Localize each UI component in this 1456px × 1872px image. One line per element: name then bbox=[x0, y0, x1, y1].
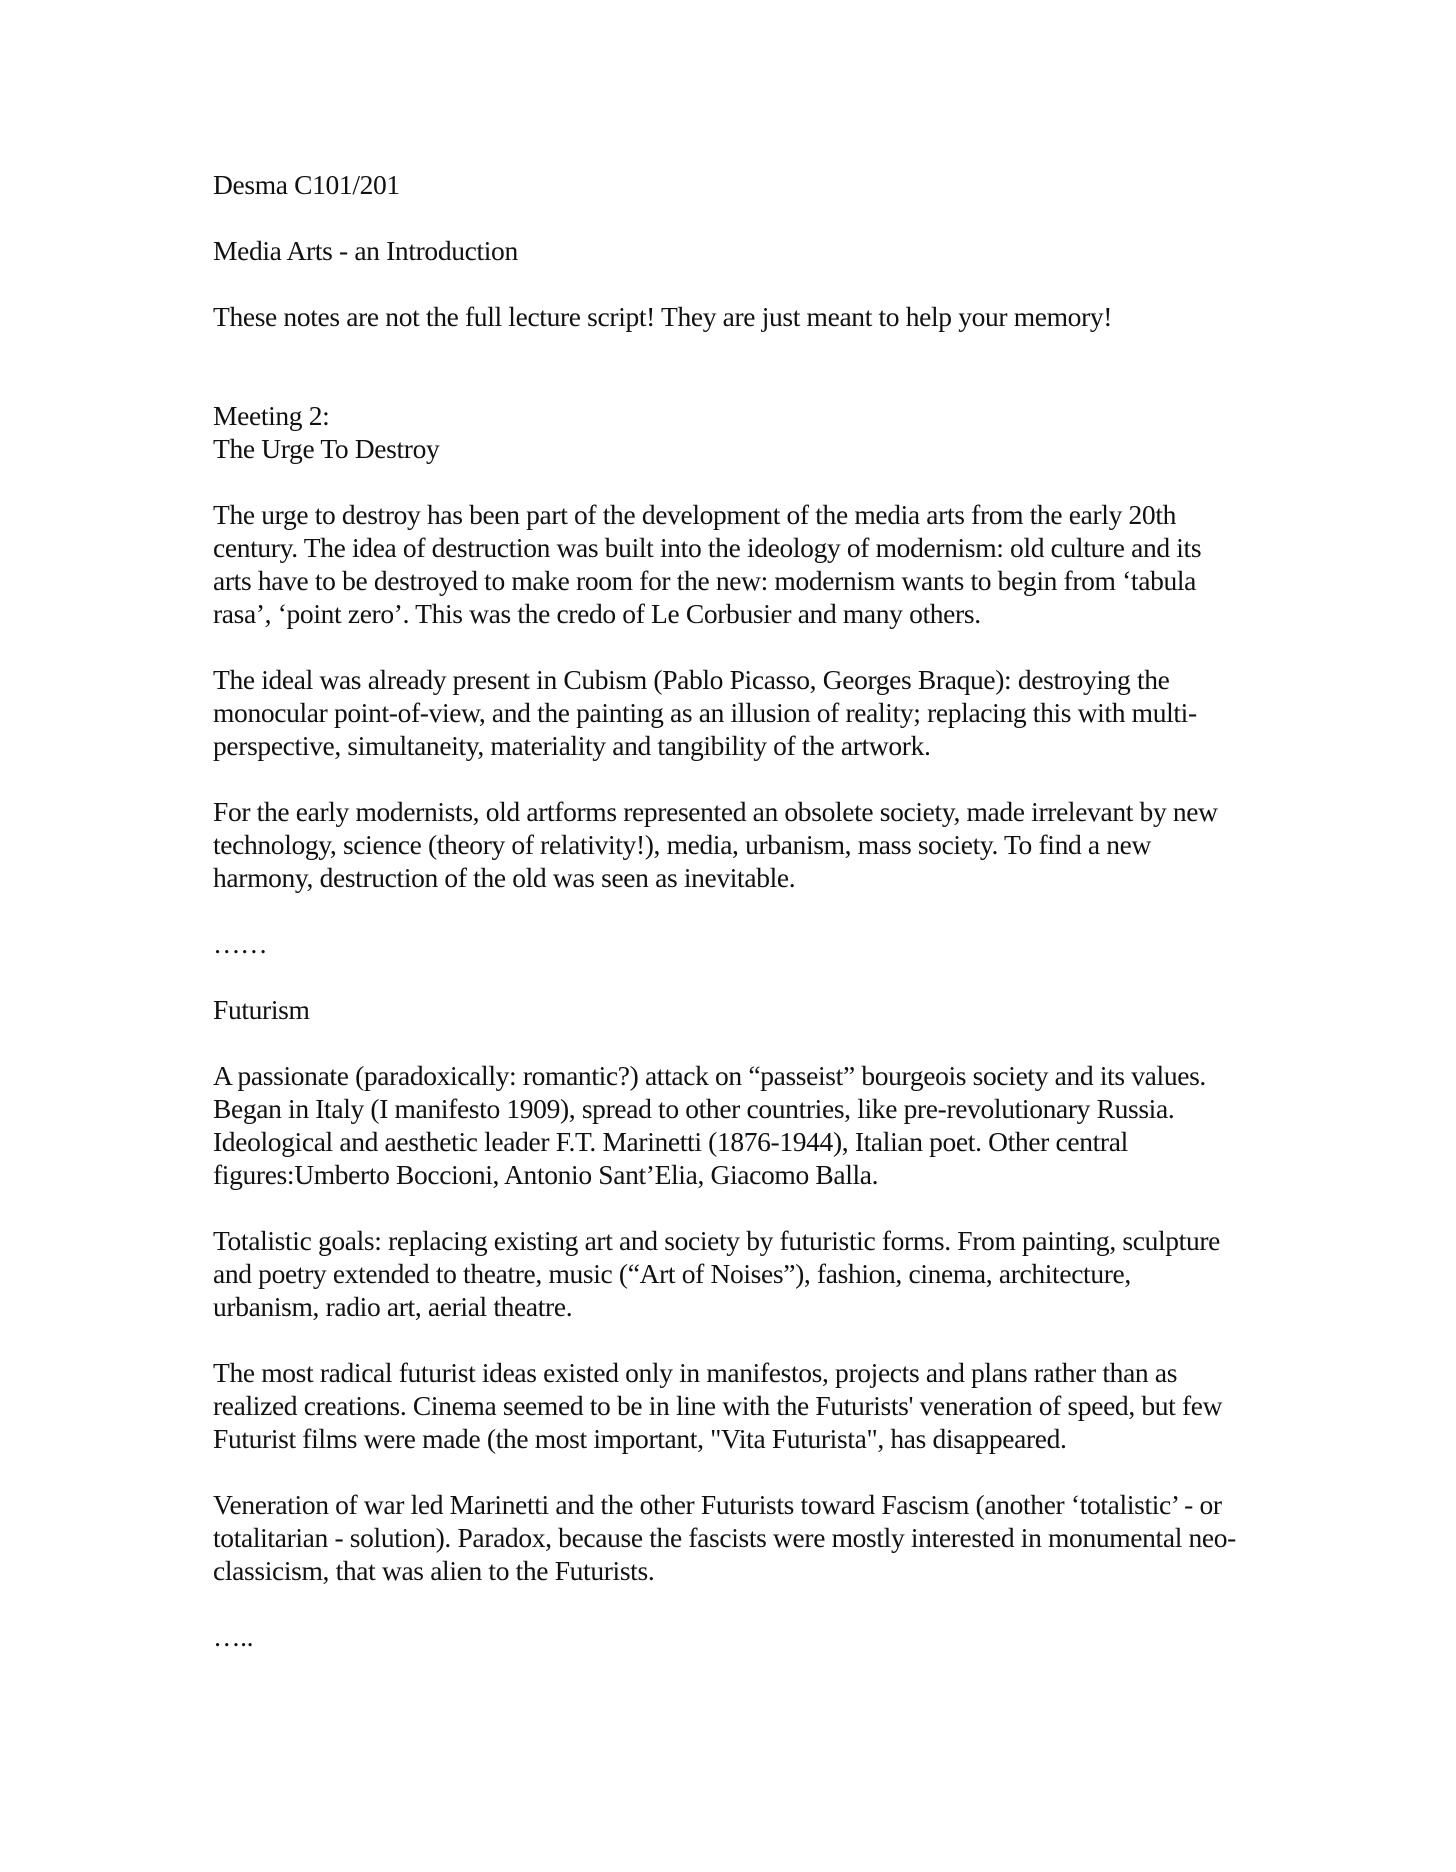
intro-paragraph-3: For the early modernists, old artforms represented an obsolete society, made irrelevant by new technology, science (theory of relativity!), media, urbanism, mass society. To find a new harmony, destruction of the old was seen as inevitable. bbox=[213, 796, 1218, 893]
futurism-paragraph-3: The most radical futurist ideas existed only in manifestos, projects and plans rather than as realized creations. Cinema seemed to be in line with the Futurists' veneration of speed, but few Futurist films were made (the most important, "Vita Futurista", has disappeared. bbox=[213, 1357, 1223, 1454]
document-body bbox=[213, 168, 1243, 1686]
meeting-title: The Urge To Destroy bbox=[213, 433, 440, 464]
intro-paragraph-2: The ideal was already present in Cubism (Pablo Picasso, Georges Braque): destroying the monocular point-of-view, and the painting as an illusion of reality; replacing this with multi-perspective, simultaneity, materiality and tangibility of the artwork. bbox=[213, 664, 1197, 761]
intro-paragraph-1: The urge to destroy has been part of the development of the media arts from the early 20th century. The idea of destruction was built into the ideology of modernism: old culture and its arts have to be destroyed to make room for the new: modernism wants to begin from ‘tabula rasa’, ‘point zero’. This was the credo of Le Corbusier and many others. bbox=[213, 499, 1202, 629]
section-heading-futurism: Futurism bbox=[213, 994, 310, 1025]
disclaimer-text: These notes are not the full lecture script! They are just meant to help your memory! bbox=[213, 301, 1113, 332]
course-title: Media Arts - an Introduction bbox=[213, 235, 518, 266]
meeting-label: Meeting 2: bbox=[213, 400, 330, 431]
section-ellipsis-1: …… bbox=[213, 928, 268, 959]
section-ellipsis-2: ….. bbox=[213, 1621, 254, 1652]
futurism-paragraph-2: Totalistic goals: replacing existing art and society by futuristic forms. From painting, sculpture and poetry extended to theatre, music (“Art of Noises”), fashion, cinema, architecture, urbanism, radio art, aerial theatre. bbox=[213, 1225, 1221, 1322]
futurism-paragraph-4: Veneration of war led Marinetti and the other Futurists toward Fascism (another ‘totalistic’ - or totalitarian - solution). Paradox, because the fascists were mostly interested in monumental neo-classicism, that was alien to the Futurists. bbox=[213, 1489, 1236, 1586]
course-code: Desma C101/201 bbox=[213, 169, 400, 200]
futurism-paragraph-1: A passionate (paradoxically: romantic?) attack on “passeist” bourgeois society and its values. Began in Italy (I manifesto 1909), spread to other countries, like pre-revolutionary Russia. Ideological and aesthetic leader F.T. Marinetti (1876-1944), Italian poet. Other central figures:Umberto Boccioni, Antonio Sant’Elia, Giacomo Balla. bbox=[213, 1060, 1206, 1190]
